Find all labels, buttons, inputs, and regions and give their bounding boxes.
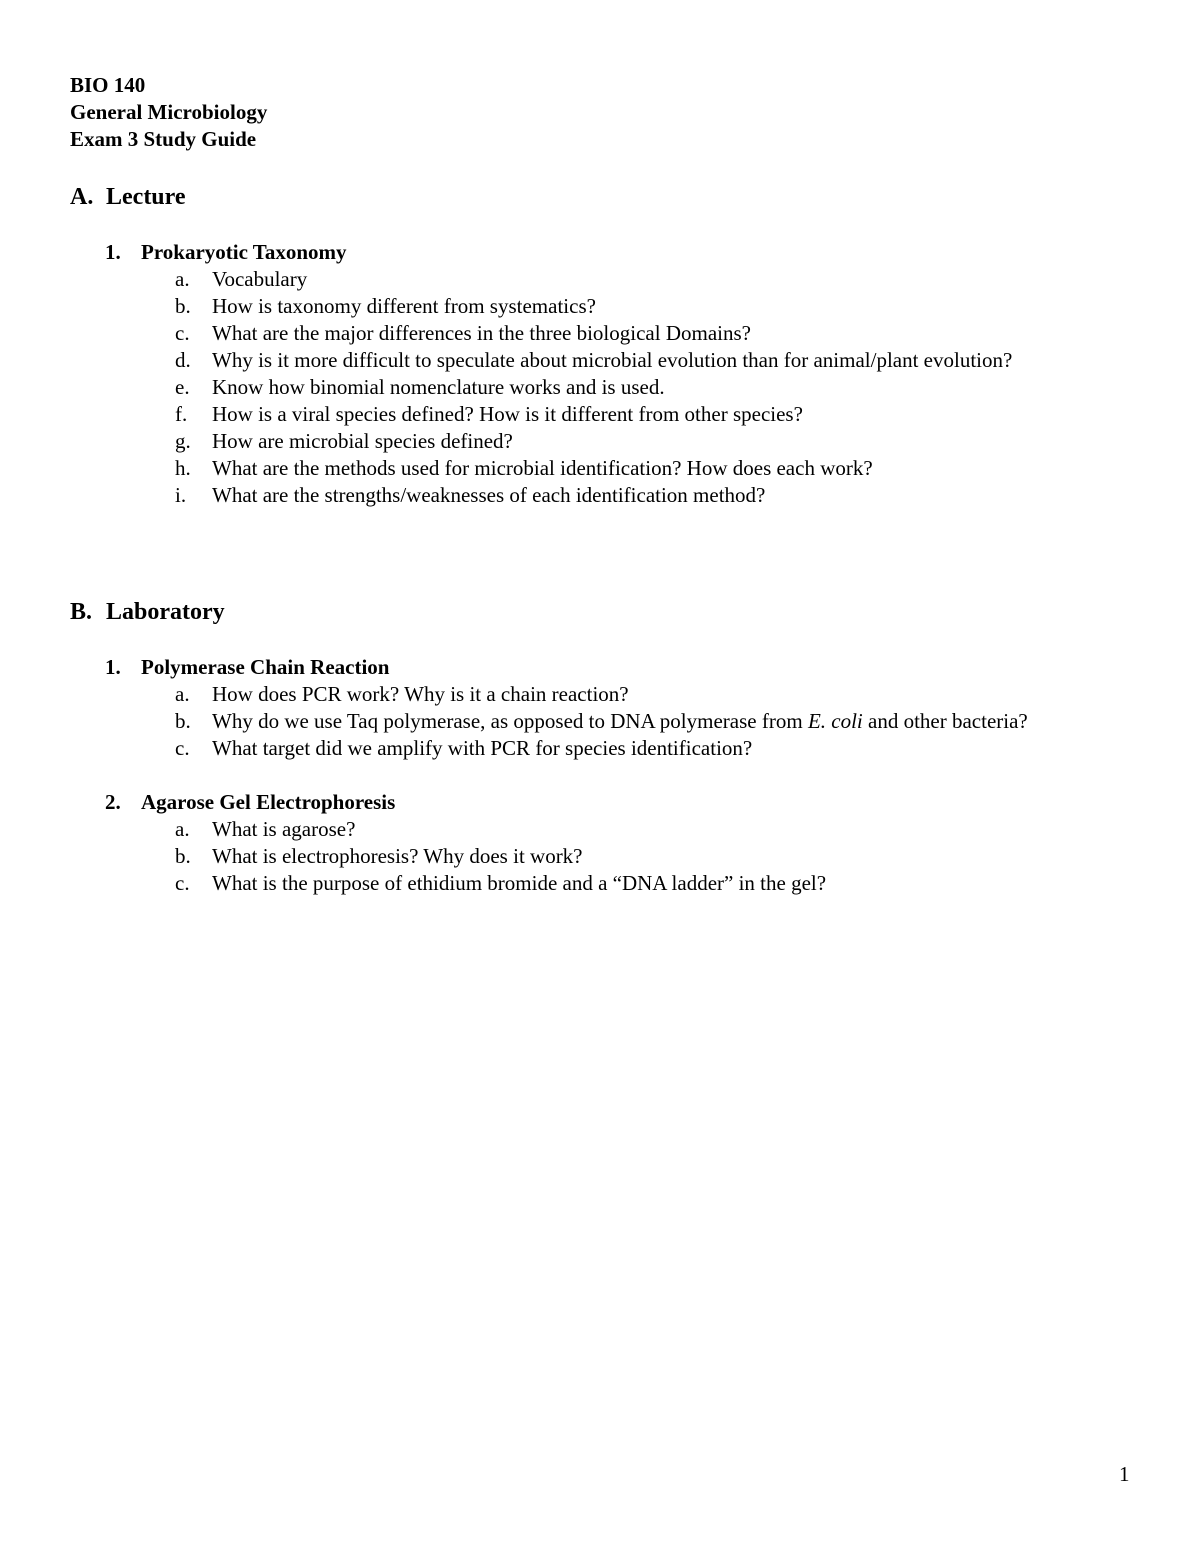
species-name: E. coli (807, 709, 863, 733)
list-item: c. What are the major differences in the three biological Domains? (175, 321, 751, 345)
section-title: Laboratory (106, 599, 225, 625)
topic-heading-pcr (105, 654, 389, 681)
question-list-electrophoresis (175, 816, 826, 897)
topic-number: 1. (105, 240, 121, 264)
list-item: b. How is taxonomy different from systematics? (175, 294, 596, 318)
list-item: c. What target did we amplify with PCR for species identification? (175, 736, 753, 760)
question-list-taxonomy (175, 266, 1012, 509)
list-item: i. What are the strengths/weaknesses of each identification method? (175, 483, 766, 507)
document-title: Exam 3 Study Guide (70, 127, 257, 151)
topic-number: 2. (105, 790, 121, 814)
section-letter: B. (70, 599, 93, 625)
page-number: 1 (1119, 1462, 1130, 1486)
section-heading-lecture (70, 182, 186, 212)
section-heading-laboratory (70, 597, 225, 627)
list-item: b. Why do we use Taq polymerase, as opposed to DNA polymerase from E. coli and other bacteria? (175, 709, 1028, 733)
topic-title: Prokaryotic Taxonomy (141, 240, 347, 264)
list-item: e. Know how binomial nomenclature works and is used. (175, 375, 665, 399)
list-item: h. What are the methods used for microbial identification? How does each work? (175, 456, 873, 480)
section-title: Lecture (106, 184, 186, 210)
list-item: a. Vocabulary (175, 267, 308, 291)
list-item: b. What is electrophoresis? Why does it work? (175, 844, 583, 868)
course-code: BIO 140 (70, 73, 146, 97)
list-item: f. How is a viral species defined? How is it different from other species? (175, 402, 803, 426)
topic-number: 1. (105, 655, 121, 679)
course-subject: General Microbiology (70, 100, 268, 124)
topic-title: Agarose Gel Electrophoresis (141, 790, 396, 814)
list-item: a. How does PCR work? Why is it a chain reaction? (175, 682, 629, 706)
document-header (70, 72, 267, 153)
topic-heading-taxonomy (105, 239, 347, 266)
question-list-pcr (175, 681, 1028, 762)
section-letter: A. (70, 184, 94, 210)
list-item: a. What is agarose? (175, 817, 356, 841)
list-item: c. What is the purpose of ethidium bromide and a “DNA ladder” in the gel? (175, 871, 827, 895)
topic-title: Polymerase Chain Reaction (141, 655, 390, 679)
topic-heading-electrophoresis (105, 789, 395, 816)
list-item: g. How are microbial species defined? (175, 429, 513, 453)
list-item: d. Why is it more difficult to speculate about microbial evolution than for animal/plant evolution? (175, 348, 1013, 372)
